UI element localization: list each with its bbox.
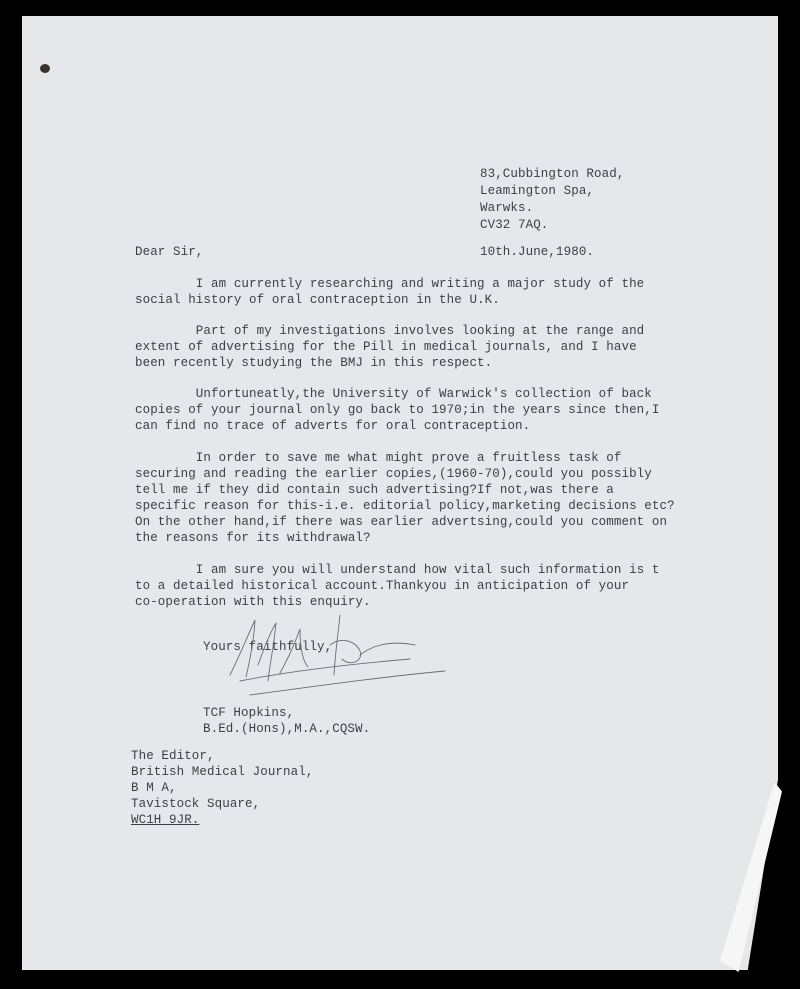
closing: Yours faithfully, <box>203 640 333 654</box>
text-line: to a detailed historical account.Thankyou in anticipation of your <box>135 579 630 593</box>
text-line: can find no trace of adverts for oral contraception. <box>135 419 531 433</box>
recipient-line: Tavistock Square, <box>131 797 261 811</box>
text-line: On the other hand,if there was earlier advertsing,could you comment on <box>135 515 668 529</box>
text-line: co-operation with this enquiry. <box>135 595 371 609</box>
text-line: Part of my investigations involves looking at the range and <box>135 324 645 338</box>
address-line: 83,Cubbington Road, <box>480 167 625 181</box>
text-line: I am sure you will understand how vital such information is t <box>135 563 660 577</box>
text-line: In order to save me what might prove a fruitless task of <box>135 451 622 465</box>
signatory-name: TCF Hopkins, <box>203 706 295 720</box>
address-line: Warwks. <box>480 201 534 215</box>
text-line: extent of advertising for the Pill in medical journals, and I have <box>135 340 637 354</box>
address-line: Leamington Spa, <box>480 184 595 198</box>
salutation: Dear Sir, <box>135 245 204 259</box>
address-line: CV32 7AQ. <box>480 218 549 232</box>
text-line: been recently studying the BMJ in this respect. <box>135 356 493 370</box>
recipient-postcode: WC1H 9JR. <box>131 813 200 827</box>
text-line: I am currently researching and writing a major study of the <box>135 277 645 291</box>
text-line: social history of oral contraception in the U.K. <box>135 293 500 307</box>
recipient-line: The Editor, <box>131 749 215 763</box>
handwritten-signature <box>210 615 460 705</box>
text-line: copies of your journal only go back to 1970;in the years since then,I <box>135 403 660 417</box>
recipient-line: British Medical Journal, <box>131 765 314 779</box>
ink-spot <box>40 64 50 73</box>
text-line: Unfortuneatly,the University of Warwick's collection of back <box>135 387 652 401</box>
text-line: tell me if they did contain such advertising?If not,was there a <box>135 483 614 497</box>
text-line: securing and reading the earlier copies,(1960-70),could you possibly <box>135 467 652 481</box>
signatory-credentials: B.Ed.(Hons),M.A.,CQSW. <box>203 722 371 736</box>
text-line: the reasons for its withdrawal? <box>135 531 371 545</box>
letter-date: 10th.June,1980. <box>480 245 595 259</box>
recipient-line: B M A, <box>131 781 177 795</box>
text-line: specific reason for this-i.e. editorial policy,marketing decisions etc? <box>135 499 675 513</box>
